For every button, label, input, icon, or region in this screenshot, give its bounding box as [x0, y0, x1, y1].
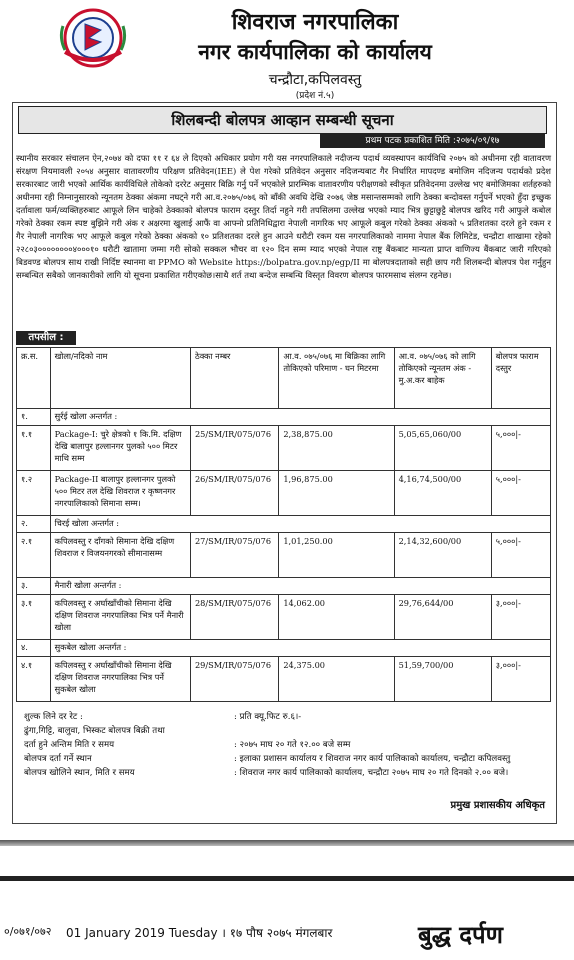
cell-qty: 2,38,875.00: [279, 426, 394, 471]
cell-name: Package-I: चुरे क्षेत्रको १ कि.मि. दक्षिण देखि बालापुर हल्लानगर पुलको ५०० मिटर माथि सम्म: [50, 426, 190, 471]
fee-rate-label: शुल्क लिने दर रेट :: [24, 712, 83, 722]
cell-name: कपिलवस्तु र अर्घाखाँचीको सिमाना देखि दक्षिण शिवराज नगरपालिका भित्र पर्ने सुकबेल खोला: [50, 657, 190, 702]
table-row: [17, 595, 551, 640]
cell-sn: १.: [17, 409, 51, 426]
cell-sn: १.२: [17, 471, 51, 516]
cell-fee: ५,०००|-: [491, 426, 550, 471]
col-header-quantity: आ.व. ०७५/०७६ मा बिक्रिका लागि तोकिएको परिमाण - घन मिटरमा: [279, 348, 394, 409]
fee-register-value: : इलाका प्रशासन कार्यालय र शिवराज नगर कार्य पालिकाको कार्यालय, चन्द्रौटा कपिलवस्तु: [234, 754, 511, 764]
cell-sn: १.१: [17, 426, 51, 471]
col-header-contract: ठेक्का नम्बर: [190, 348, 278, 409]
fee-register-label: बोलपत्र दर्ता गर्ने स्थान: [24, 754, 92, 764]
fee-deadline-value: : २०७५ माघ २० गते १२.०० बजे सम्म: [234, 740, 351, 750]
fee-deadline-label: दर्ता हुने अन्तिम मिति र समय: [24, 740, 115, 750]
notice-body: स्थानीय सरकार संचालन ऐन,२०७४ को दफा ११ र ६४ ले दिएको अधिकार प्रयोग गरी यस नगरपालिकाले नदीजन्य पदार्थ व्यवस्थापन कार्यविधि २०७५ को अधीनमा रही वातावरण संरक्षण नियमावली २०५४ अनुसार वातावरणीय परिक्षण प्रतिवेदन(IEE) ले पेश गरेको प्रतिवेदन अनुसार नदिजन्यबाट गैर निर्धारित मापदण्ड बमोजिम नदिजन्य पदार्थको प्रदेश सरकारबाट जारी भएको आर्थिक कार्यविधिले तोकेको दररेट अनुसार बिक्रि गर्नु पर्ने भएकोले प्रारम्भिक वातावरणीय परीक्षणको स्वीकृत प्रतिवेदनमा उल्लेख भए बमोजिमका शर्तहरुको अधीनमा रही निम्नानुसारको न्यूनतम ठेक्का अंकमा नघट्ने गरी आ.व.२०७५/०७६ को बाँकी अवधि देखि २०७६ जेष्ठ मसान्तसम्मको लागि ठेक्का बन्दोवस्त गर्नुपर्ने भएको हुँदा इच्छुक दर्तावाला फर्म/व्यक्तिहरुबाट आफूले लिन चाहेको ठेक्काको बोलपत्र फाराम दस्तुर तिर्दा नहुने गरी तपसिलमा उल्लेख भएको म्याद भित्र छुट्टाछुट्टै बोलपत्र खरिद गरी आफुले कबोल गरेको ठेक्का रकम स्पष्ट बुझिने गरी अंक र अक्षरमा खुलाई आफैं वा आफ्नो प्रतिनिधिद्वारा नेपाली नागरिक भए आफूले कबुल गरेको ठेक्का अंकको ५ प्रतिशतका दरले हुने रकम र गैर नेपाली नागरिक भए आफूले कबुल गरेको ठेक्का अंकको १० प्रतिशतका दरले हुन आउने धरौटी रकम यस नगरपालिकाको नाममा नेपाल बैंक लिमिटेड, चन्द्रौटा शाखामा रहेको २२८०३००००००००४०००१० धरौटी खातामा जम्मा गरी सोको सक्कल भौचर वा १२० दिन सम्म म्याद भएको नेपाल राष्ट्र बैंकबाट मान्यता प्राप्त वाणिज्य बैंकबाट जारी गरिएको बिडवण्ड बोलपत्र साथ राखी निर्दिष्ट स्थानमा वा PPMO को Website https://bolpatra.gov.np/egp/II मा बोलपत्रदाताको सही छाप गरी शिलबन्दी बोलपत्र पेश गर्नुहुन सम्बन्धित सबैको जानकारीको लागि यो सूचना प्रकाशित गरीएकोछ।साथै शर्त तथा बन्देज सम्बन्धि विस्तृत विवरण बोलपत्र फारमसाथ संलग्न रहनेछ।: [16, 153, 551, 280]
table-row: [17, 409, 551, 426]
table-row: [17, 657, 551, 702]
table-label: तपसील :: [16, 331, 76, 345]
province-label: (प्रदेश नं.५): [295, 91, 335, 101]
divider: [0, 840, 574, 846]
fee-opening-label: बोलपत्र खोलिने स्थान, मिति र समय: [24, 768, 135, 778]
cell-name: कपिलवस्तु र अर्घाखाँचीको सिमाना देखि दक्षिण शिवराज नगरपालिका भित्र पर्ने मैनारी खोला: [50, 595, 190, 640]
cell-sn: ४.: [17, 640, 51, 657]
cell-fee: ३,०००|-: [491, 657, 550, 702]
cell-name: Package-II बालापुर हल्लानगर पुलको ५०० मिटर तल देखि शिवराज र कृष्णनगर नगरपालिकाको सिमाना सम्म।: [50, 471, 190, 516]
cell-sn: ४.१: [17, 657, 51, 702]
cell-sn: २.: [17, 516, 51, 533]
cell-contract: 27/SM/IR/075/076: [190, 533, 278, 578]
nepal-emblem-logo: [55, 2, 131, 70]
cell-fee: ५,०००|-: [491, 471, 550, 516]
publish-date: प्रथम पटक प्रकाशित मिति :२०७५/०९/१७: [320, 134, 545, 148]
notice-header: [0, 0, 574, 100]
cell-amount: 4,16,74,500/00: [394, 471, 491, 516]
cell-contract: 28/SM/IR/075/076: [190, 595, 278, 640]
cell-group: सुर्रई खोला अन्तर्गत :: [50, 409, 550, 426]
tender-table: [16, 347, 551, 702]
cell-sn: ३.: [17, 578, 51, 595]
table-row: [17, 516, 551, 533]
table-row: [17, 640, 551, 657]
cell-sn: ३.१: [17, 595, 51, 640]
cell-amount: 29,76,644/00: [394, 595, 491, 640]
cell-amount: 2,14,32,600/00: [394, 533, 491, 578]
divider: [0, 876, 574, 881]
cell-group: मैनारी खोला अन्तर्गत :: [50, 578, 550, 595]
cell-contract: 25/SM/IR/075/076: [190, 426, 278, 471]
fee-rate-value: : प्रति क्यू.फिट रु.६।-: [234, 712, 302, 722]
cell-amount: 5,05,65,060/00: [394, 426, 491, 471]
cell-qty: 1,96,875.00: [279, 471, 394, 516]
cell-qty: 1,01,250.00: [279, 533, 394, 578]
table-row: [17, 426, 551, 471]
col-header-river: खोला/नदिको नाम: [50, 348, 190, 409]
office-location: चन्द्रौटा,कपिलवस्तु: [268, 72, 362, 88]
cell-fee: ३,०००|-: [491, 595, 550, 640]
cell-fee: ५,०००|-: [491, 533, 550, 578]
col-header-fee: बोलपत्र फाराम दस्तुर: [491, 348, 550, 409]
col-header-sn: क्र.स.: [17, 348, 51, 409]
newspaper-brand: बुद्ध दर्पण: [418, 921, 503, 949]
cell-qty: 24,375.00: [279, 657, 394, 702]
cell-name: कपिलवस्तु र दाँगको सिमाना देखि दक्षिण शिवराज र विजयनगरको सीमानासम्म: [50, 533, 190, 578]
fee-opening-value: : शिवराज नगर कार्य पालिकाको कार्यालय, चन्द्रौटा २०७५ माघ २० गते दिनको २.०० बजे।: [234, 768, 509, 778]
cell-qty: 14,062.00: [279, 595, 394, 640]
org-name: शिवराज नगरपालिका: [231, 10, 399, 35]
page-number: ०/०७१/०७२: [4, 925, 52, 938]
cell-contract: 29/SM/IR/075/076: [190, 657, 278, 702]
col-header-amount: आ.व. ०७५/०७६ को लागि तोकिएको न्यूनतम अंक - मु.अ.कर बाहेक: [394, 348, 491, 409]
table-row: [17, 533, 551, 578]
signature-title: प्रमुख प्रशासकीय अधिकृत: [450, 800, 545, 811]
cell-group: सुकबेल खोला अन्तर्गत :: [50, 640, 550, 657]
newspaper-footer: [0, 918, 574, 948]
notice-title: शिलबन्दी बोलपत्र आव्हान सम्बन्धी सूचना: [18, 106, 547, 134]
issue-date: 01 January 2019 Tuesday । १७ पौष २०७५ मंगलबार: [66, 926, 333, 940]
office-name: नगर कार्यपालिका को कार्यालय: [198, 40, 432, 64]
cell-group: चिरई खोला अन्तर्गत :: [50, 516, 550, 533]
table-row: [17, 471, 551, 516]
cell-contract: 26/SM/IR/075/076: [190, 471, 278, 516]
fee-sale-label: ढुंगा,गिट्टि, बालुवा, भिस्कट बोलपत्र बिक्री तथा: [24, 726, 165, 736]
cell-sn: २.१: [17, 533, 51, 578]
cell-amount: 51,59,700/00: [394, 657, 491, 702]
table-row: [17, 578, 551, 595]
